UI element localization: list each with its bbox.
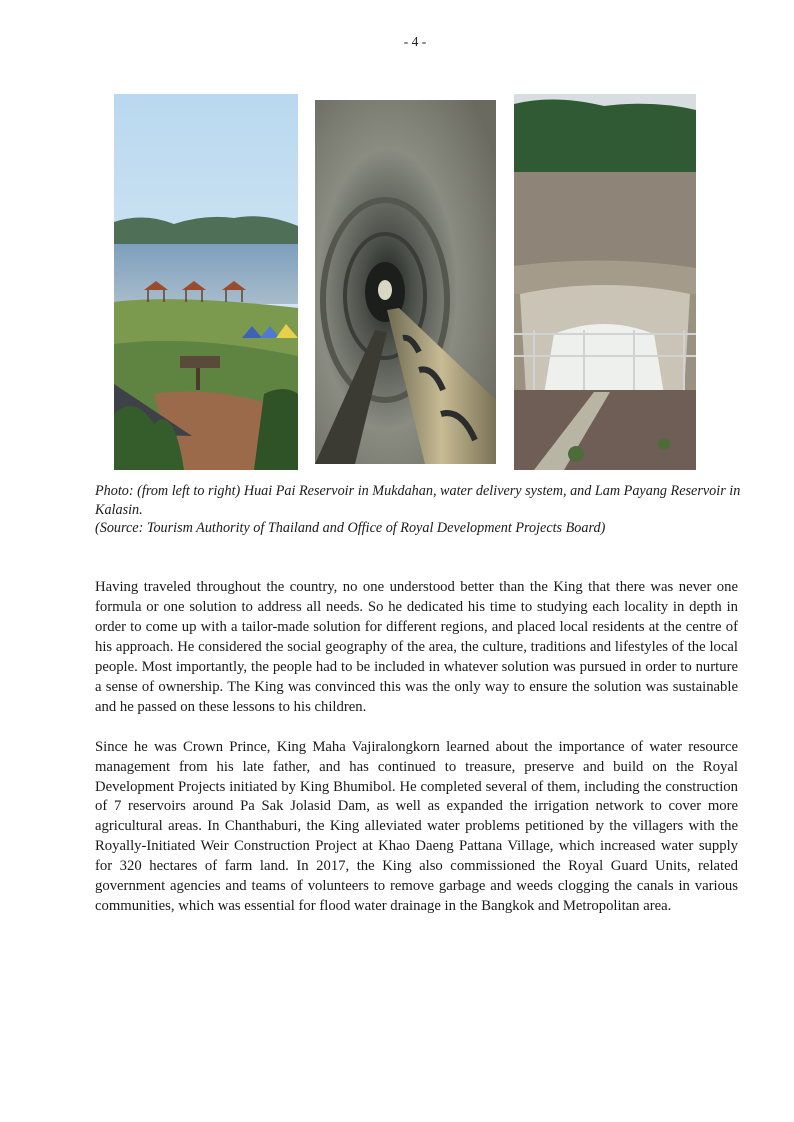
photo-strip	[114, 94, 697, 471]
photo-caption	[95, 482, 755, 538]
paragraph: Having traveled throughout the country, no one understood better than the King that there was never one formula or one solution to address all needs. So he dedicated his time to studying each locality in depth in order to come up with a tailor-made solution for different regions, and placed local residents at the centre of his approach. He considered the social geography of the area, the culture, traditions and lifestyles of the local people. Most importantly, the people had to be included in whatever solution was pursued in order to nurture a sense of ownership. The King was convinced this was the only way to ensure the solution was sustainable and he passed on these lessons to his children.	[95, 579, 738, 715]
caption-description: Photo: (from left to right) Huai Pai Reservoir in Mukdahan, water delivery system, and Lam Payang Reservoir in Kalasin.	[95, 483, 741, 518]
page-number: - 4 -	[403, 34, 427, 49]
paragraph: Since he was Crown Prince, King Maha Vajiralongkorn learned about the importance of water resource management from his late father, and has continued to treasure, preserve and build on the Royal Development Projects initiated by King Bhumibol. He completed several of them, including the construction of 7 reservoirs around Pa Sak Jolasid Dam, as well as expanded the irrigation network to cover more agricultural areas. In Chanthaburi, the King alleviated water problems petitioned by the villagers with the Royally-Initiated Weir Construction Project at Khao Daeng Pattana Village, which increased water supply for 320 hectares of farm land. In 2017, the King also commissioned the Royal Guard Units, related government agencies and teams of volunteers to remove garbage and weeds clogging the canals in various communities, which was essential for flood water drainage in the Bangkok and Metropolitan area.	[95, 738, 738, 915]
reservoir-landscape-photo	[114, 94, 298, 470]
caption-source: (Source: Tourism Authority of Thailand and Office of Royal Development Projects Board)	[95, 520, 606, 536]
body-text	[95, 578, 738, 937]
reservoir-spillway-photo	[514, 94, 696, 470]
water-delivery-tunnel-photo	[315, 100, 496, 464]
